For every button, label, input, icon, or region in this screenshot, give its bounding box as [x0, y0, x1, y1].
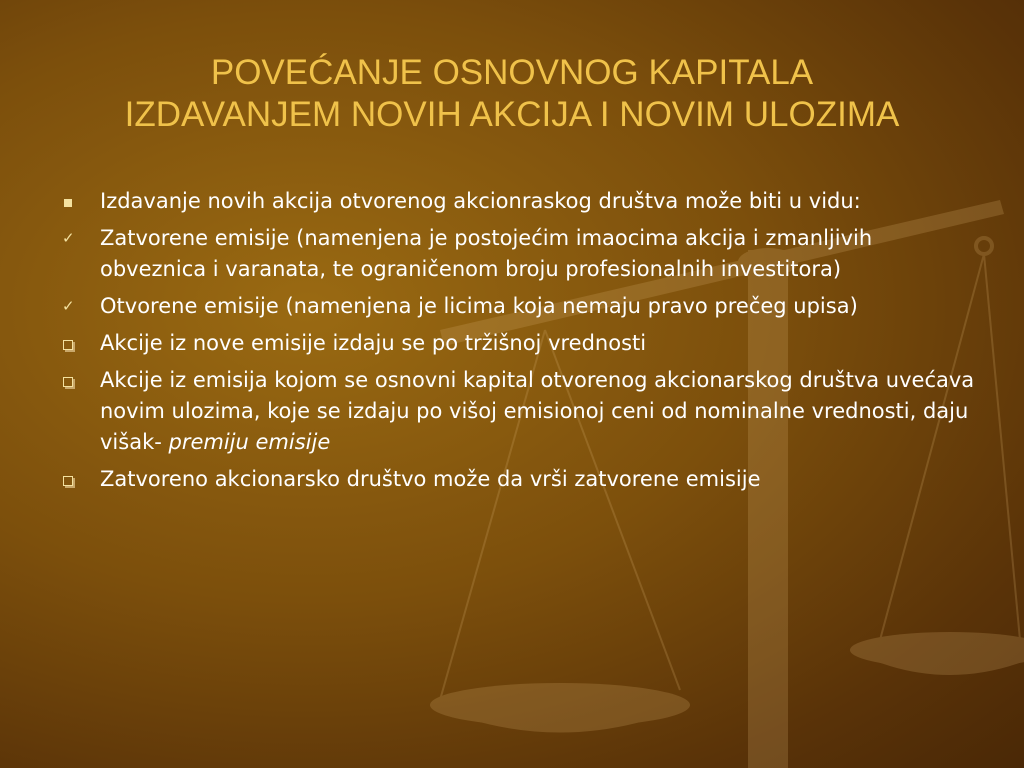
slide-title — [40, 52, 984, 136]
bullet-text-plain: Akcije iz emisija kojom se osnovni kapital otvorenog akcionarskog društva uvećava novim ulozima, koje se izdaju po višoj emisionoj ceni od nominalne vrednosti, daju višak- — [100, 368, 975, 454]
bullet-item — [58, 464, 978, 495]
bullet-text: Otvorene emisije (namenjena je licima koja nemaju pravo prečeg upisa) — [100, 294, 858, 318]
bullet-item — [58, 291, 978, 322]
bullet-text: Izdavanje novih akcija otvorenog akcionraskog društva može biti u vidu: — [100, 189, 861, 213]
bullet-item — [58, 223, 978, 285]
bullet-item — [58, 186, 978, 217]
slide-title-line-2: IZDAVANJEM NOVIH AKCIJA I NOVIM ULOZIMA — [124, 95, 900, 134]
bullet-item — [58, 328, 978, 359]
bullet-item — [58, 365, 978, 458]
bullet-text-emphasis: premiju emisije — [168, 430, 331, 454]
bullet-text: Zatvoreno akcionarsko društvo može da vrši zatvorene emisije — [100, 467, 761, 491]
filled-square-bullet-icon — [58, 186, 78, 217]
hollow-square-bullet-icon — [58, 328, 78, 359]
hollow-square-bullet-icon — [58, 464, 78, 495]
bullet-text: Akcije iz nove emisije izdaju se po tržišnoj vrednosti — [100, 331, 647, 355]
bullet-list — [58, 186, 978, 501]
bullet-text — [100, 368, 974, 454]
checkmark-bullet-icon: ✓ — [62, 297, 75, 315]
checkmark-bullet-icon: ✓ — [62, 229, 75, 247]
bullet-text: Zatvorene emisije (namenjena je postojećim imaocima akcija i zmanljivih obveznica i varanata, te ograničenom broju profesionalnih investitora) — [100, 226, 873, 281]
hollow-square-bullet-icon — [58, 365, 78, 396]
slide-title-line-1: POVEĆANJE OSNOVNOG KAPITALA — [210, 53, 814, 92]
